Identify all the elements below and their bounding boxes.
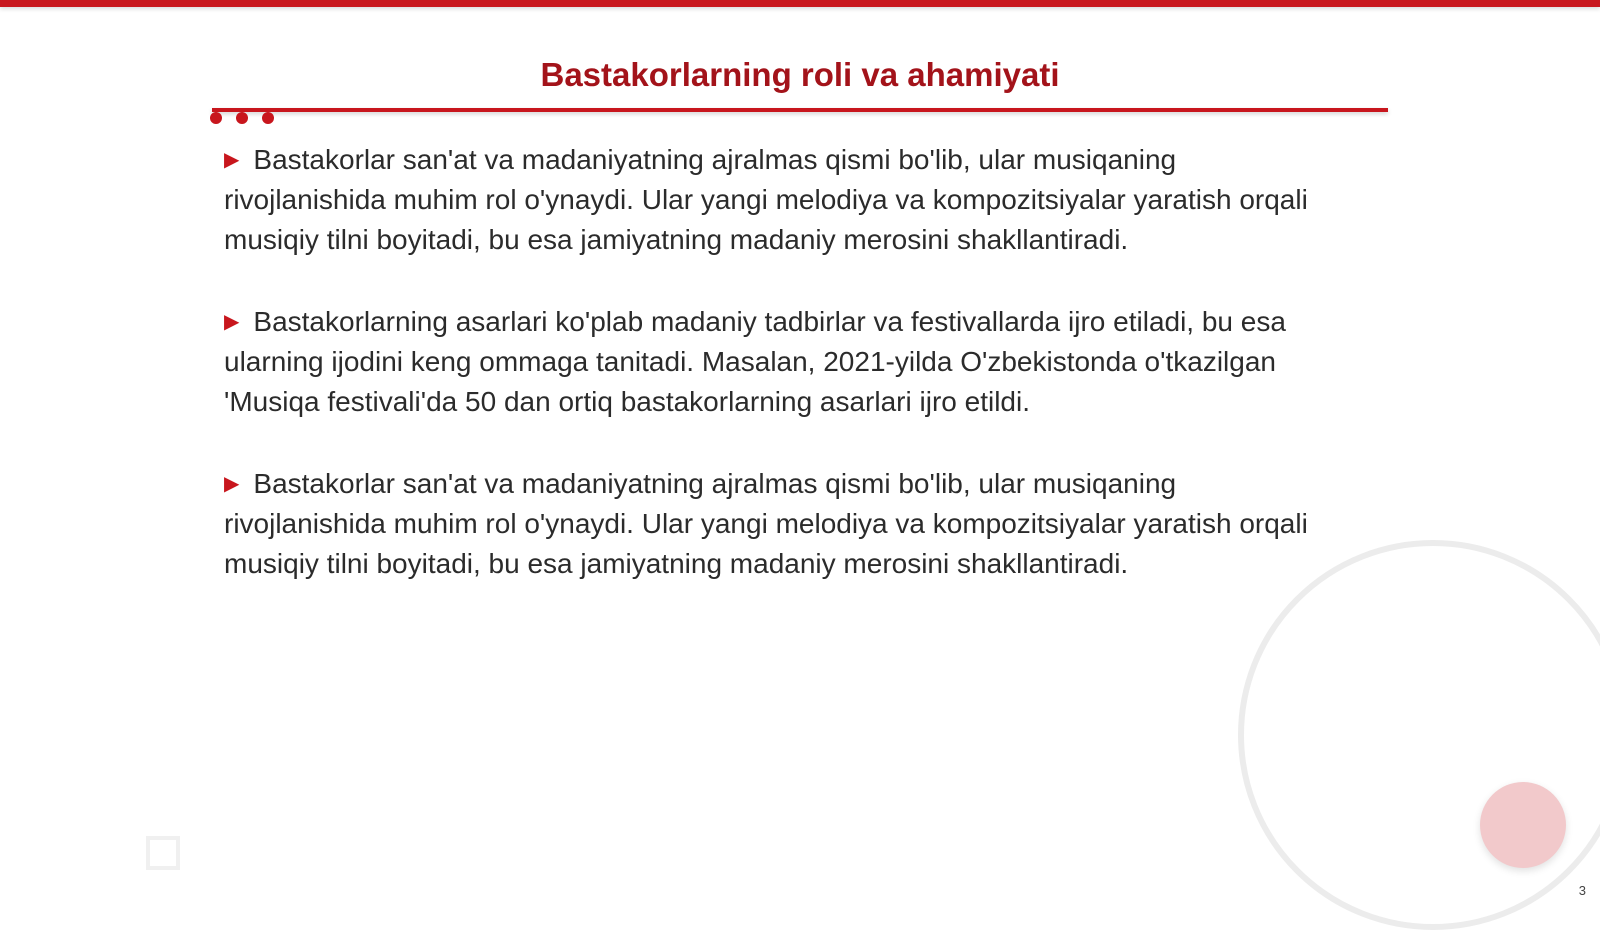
bullet-item (224, 302, 1344, 422)
top-accent-bar (0, 0, 1600, 7)
bullet-text: Bastakorlar san'at va madaniyatning ajralmas qismi bo'lib, ular musiqaning rivojlanishida muhim rol o'ynaydi. Ular yangi melodiya va kompozitsiyalar yaratish orqali musiqiy tilni boyitadi, bu esa jamiyatning madaniy merosini shakllantiradi. (224, 468, 1308, 579)
bullet-item (224, 140, 1344, 260)
slide-body (224, 140, 1344, 626)
page-number: 3 (1578, 883, 1586, 898)
bullet-text: Bastakorlar san'at va madaniyatning ajralmas qismi bo'lib, ular musiqaning rivojlanishida muhim rol o'ynaydi. Ular yangi melodiya va kompozitsiyalar yaratish orqali musiqiy tilni boyitadi, bu esa jamiyatning madaniy merosini shakllantiradi. (224, 144, 1308, 255)
triangle-right-icon: ▶ (224, 149, 240, 171)
decorative-dot (236, 112, 248, 124)
triangle-right-icon: ▶ (224, 311, 240, 333)
decorative-dot (210, 112, 222, 124)
title-underline (212, 108, 1388, 112)
bullet-text: Bastakorlarning asarlari ko'plab madaniy tadbirlar va festivallarda ijro etiladi, bu esa ularning ijodini keng ommaga tanitadi. Masalan, 2021-yilda O'zbekistonda o'tkazilgan 'Musiqa festivali'da 50 dan ortiq bastakorlarning asarlari ijro etildi. (224, 306, 1286, 417)
decorative-circle (1480, 782, 1566, 868)
triangle-right-icon: ▶ (224, 473, 240, 495)
decorative-square (146, 836, 180, 870)
slide-title: Bastakorlarning roli va ahamiyati (540, 56, 1060, 93)
bullet-item (224, 464, 1344, 584)
decorative-dot (262, 112, 274, 124)
decorative-ring (1238, 540, 1600, 930)
